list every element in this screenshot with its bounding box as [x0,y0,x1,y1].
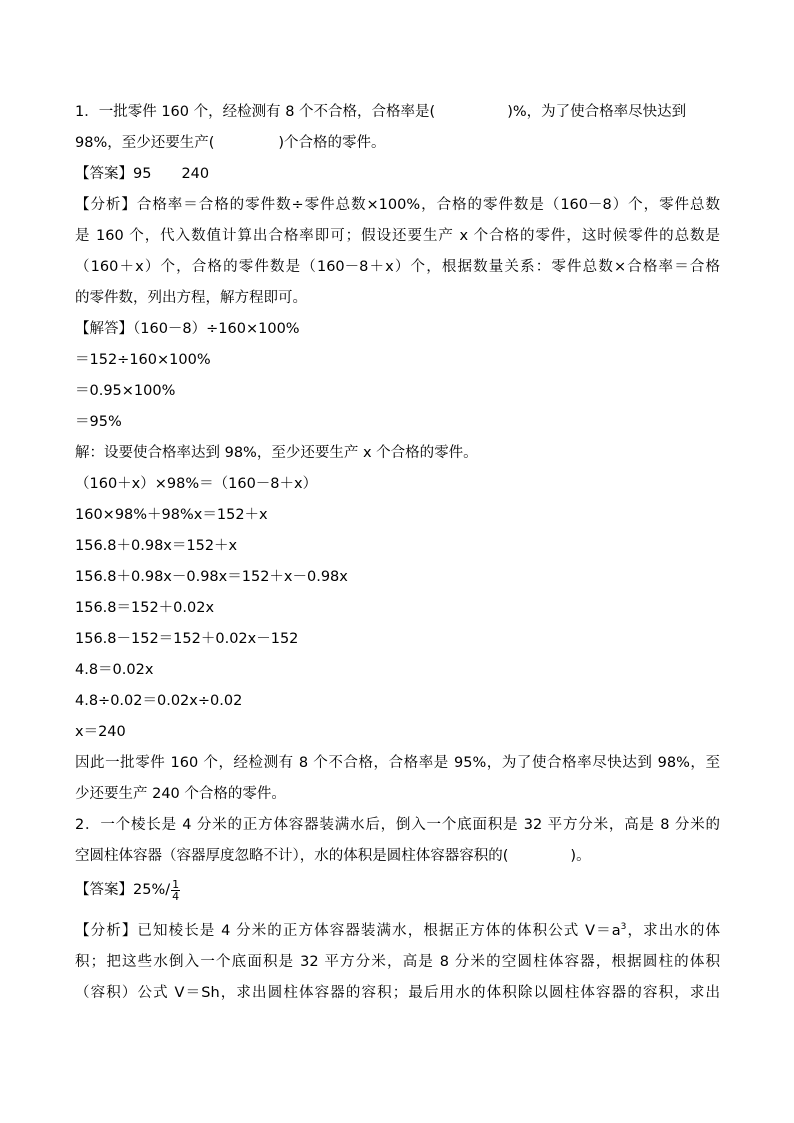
q1-analysis-line2: 是 160 个，代入数值计算出合格率即可；假设还要生产 x 个合格的零件，这时候零件的总数是 [75,228,720,244]
fraction-denominator: 4 [172,889,180,903]
q1-solution-line8: 156.8＋0.98x＝152＋x [75,538,238,554]
q1-solution-line5: 解：设要使合格率达到 98%，至少还要生产 x 个合格的零件。 [75,445,478,461]
q1-solution-line10: 156.8＝152＋0.02x [75,600,215,616]
q1-answer-2: 240 [181,166,210,182]
q2-text-b: )。 [570,848,591,864]
q2-analysis-text-b: ，求出水的体 [626,923,721,939]
q1-solution-line2: ＝152÷160×100% [75,352,211,368]
q2-answer-text: 【答案】25%/ [75,882,171,898]
q1-solution-line6: （160＋x）×98%＝（160－8＋x） [75,476,318,492]
q1-text-b: )%，为了使合格率尽快达到 [507,104,687,120]
q1-analysis-line3: （160＋x）个，合格的零件数是（160－8＋x）个，根据数量关系：零件总数×合格率＝合格 [75,259,720,275]
q2-question-line1: 2．一个棱长是 4 分米的正方体容器装满水后，倒入一个底面积是 32 平方分米，高是 8 分米的 [75,817,720,833]
q1-analysis-line4: 的零件数，列出方程，解方程即可。 [75,290,307,306]
q1-solution-line4: ＝95% [75,414,122,430]
q2-answer-fraction [171,879,180,902]
q2-text-a: 空圆柱体容器（容器厚度忽略不计），水的体积是圆柱体容器容积的( [75,848,509,864]
q1-solution-line13: 4.8÷0.02＝0.02x÷0.02 [75,693,243,709]
q1-question-line2 [75,133,386,153]
q1-conclusion-line2: 少还要生产 240 个合格的零件。 [75,786,286,802]
q2-question-line2 [75,846,591,866]
q1-solution-line1: 【解答】（160－8）÷160×100% [75,321,300,337]
q2-analysis-line2: 积；把这些水倒入一个底面积是 32 平方分米，高是 8 分米的空圆柱体容器，根据圆柱的体积 [75,954,720,970]
q1-question-line1 [75,102,686,122]
q2-analysis-line1 [75,921,720,941]
q1-conclusion-line1: 因此一批零件 160 个，经检测有 8 个不合格，合格率是 95%，为了使合格率尽快达到 98%，至 [75,755,720,771]
q1-solution-line9: 156.8＋0.98x－0.98x＝152＋x－0.98x [75,569,348,585]
q1-solution-line11: 156.8－152＝152＋0.02x－152 [75,631,299,647]
q1-text-a: 1．一批零件 160 个，经检测有 8 个不合格，合格率是( [75,104,436,120]
q1-solution-line12: 4.8＝0.02x [75,662,154,678]
q1-solution-line7: 160×98%＋98%x＝152＋x [75,507,268,523]
fraction-numerator: 1 [172,877,180,891]
q1-answer [75,164,209,184]
q2-analysis-superscript: 3 [620,922,627,933]
q1-answer-1: 【答案】95 [75,166,152,182]
q2-answer [75,878,180,902]
q1-solution-line14: x＝240 [75,724,126,740]
q1-analysis-line1: 【分析】合格率＝合格的零件数÷零件总数×100%，合格的零件数是（160－8）个，零件总数 [75,197,720,213]
q1-text-d: )个合格的零件。 [278,135,386,151]
q1-text-c: 98%，至少还要生产( [75,135,215,151]
q2-analysis-text-a: 【分析】已知棱长是 4 分米的正方体容器装满水，根据正方体的体积公式 V＝a [75,923,621,939]
q2-analysis-line3: （容积）公式 V＝Sh，求出圆柱体容器的容积；最后用水的体积除以圆柱体容器的容积，求出 [75,985,720,1001]
q1-solution-line3: ＝0.95×100% [75,383,176,399]
